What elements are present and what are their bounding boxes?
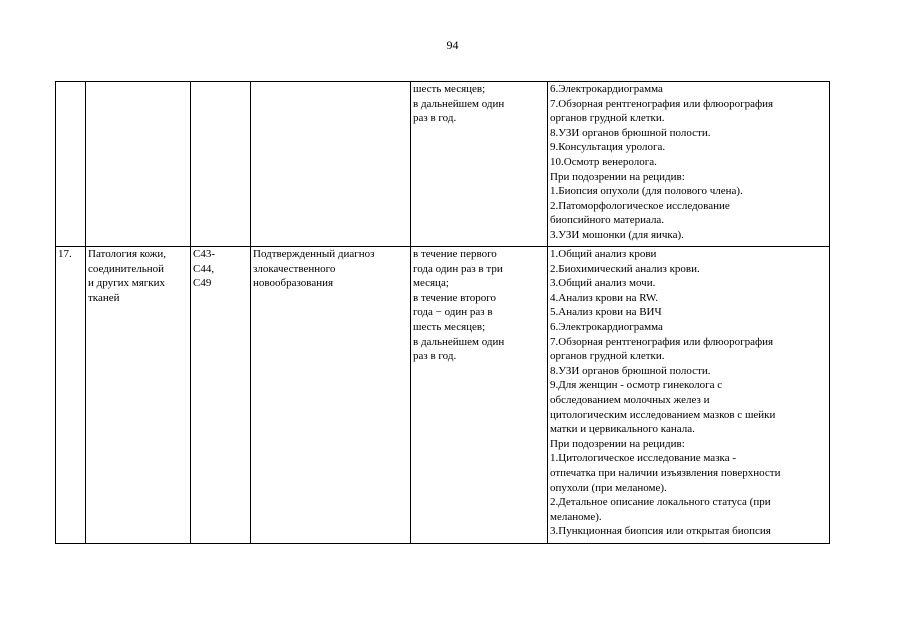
condition-line: Подтвержденный диагноз [253, 248, 375, 260]
frequency-line: в дальнейшем один [413, 335, 505, 348]
method-line: 3.Пункционная биопсия или открытая биопсия [550, 525, 771, 538]
icd-code-line: С43- [193, 248, 215, 260]
method-line: 2.Патоморфологическое исследование [550, 199, 730, 212]
method-line: меланоме). [550, 510, 602, 523]
method-line: 9.Для женщин - осмотр гинеколога с [550, 379, 723, 392]
method-line: 6.Электрокардиограмма [550, 320, 663, 333]
cell-icd-codes [191, 82, 251, 247]
method-line: матки и цервикального канала. [550, 423, 695, 436]
cell-frequency [411, 82, 548, 247]
frequency-line: шесть месяцев; [413, 83, 486, 95]
icd-code-line: С44, [193, 262, 215, 275]
pathology-name-line: Патология кожи, [88, 248, 167, 260]
method-line: органов грудной клетки. [550, 112, 665, 125]
method-line: 1.Биопсия опухоли (для полового члена). [550, 185, 743, 198]
method-line: 9.Консультация уролога. [550, 141, 666, 154]
frequency-line: раз в год. [413, 350, 457, 363]
method-line: 5.Анализ крови на ВИЧ [550, 306, 662, 319]
method-line: органов грудной клетки. [550, 350, 665, 363]
pathology-name-line: соединительной [88, 262, 164, 275]
cell-icd-codes [191, 247, 251, 544]
method-line: 2.Детальное описание локального статуса (при [550, 496, 771, 509]
method-line: цитологическим исследованием мазков с шейки [550, 408, 776, 421]
frequency-line: в течение второго [413, 291, 496, 304]
method-line: При подозрении на рецидив: [550, 170, 685, 183]
pathology-name-line: тканей [88, 291, 120, 304]
frequency-line: в течение первого [413, 248, 497, 260]
dispensary-table [55, 81, 830, 544]
cell-condition [251, 82, 411, 247]
frequency-line: в дальнейшем один [413, 97, 505, 110]
cell-methods [548, 82, 830, 247]
method-line: 3.Общий анализ мочи. [550, 277, 656, 290]
cell-frequency [411, 247, 548, 544]
cell-pathology-name [86, 247, 191, 544]
frequency-line: месяца; [413, 277, 449, 290]
frequency-line: года − один раз в [413, 306, 493, 319]
frequency-line: шесть месяцев; [413, 320, 486, 333]
pathology-name-line: и других мягких [88, 277, 165, 290]
method-line: 7.Обзорная рентгенография или флюорография [550, 97, 774, 110]
condition-line: злокачественного [253, 262, 336, 275]
method-line: 10.Осмотр венеролога. [550, 155, 657, 168]
frequency-line: раз в год. [413, 112, 457, 125]
method-line: 8.УЗИ органов брюшной полости. [550, 126, 711, 139]
method-line: отпечатка при наличии изъязвления поверхности [550, 466, 781, 479]
frequency-line: года один раз в три [413, 262, 503, 275]
cell-pathology-name [86, 82, 191, 247]
cell-number [56, 247, 86, 544]
cell-methods [548, 247, 830, 544]
cell-condition [251, 247, 411, 544]
method-line: опухоли (при меланоме). [550, 481, 667, 494]
method-line: биопсийного материала. [550, 214, 665, 227]
method-line: 8.УЗИ органов брюшной полости. [550, 364, 711, 377]
table-row [56, 82, 830, 247]
method-line: 7.Обзорная рентгенография или флюорография [550, 335, 774, 348]
icd-code-line: С49 [193, 277, 212, 290]
method-line: При подозрении на рецидив: [550, 437, 685, 450]
method-line: обследованием молочных желез и [550, 393, 710, 406]
method-line: 6.Электрокардиограмма [550, 83, 663, 95]
condition-line: новообразования [253, 277, 334, 290]
method-line: 1.Цитологическое исследование мазка - [550, 452, 737, 465]
method-line: 3.УЗИ мошонки (для яичка). [550, 228, 684, 241]
table-row [56, 247, 830, 544]
method-line: 4.Анализ крови на RW. [550, 291, 659, 304]
method-line: 2.Биохимический анализ крови. [550, 262, 700, 275]
method-line: 1.Общий анализ крови [550, 248, 657, 260]
page-number: 94 [446, 38, 459, 52]
row-number: 17. [58, 248, 72, 260]
cell-number [56, 82, 86, 247]
